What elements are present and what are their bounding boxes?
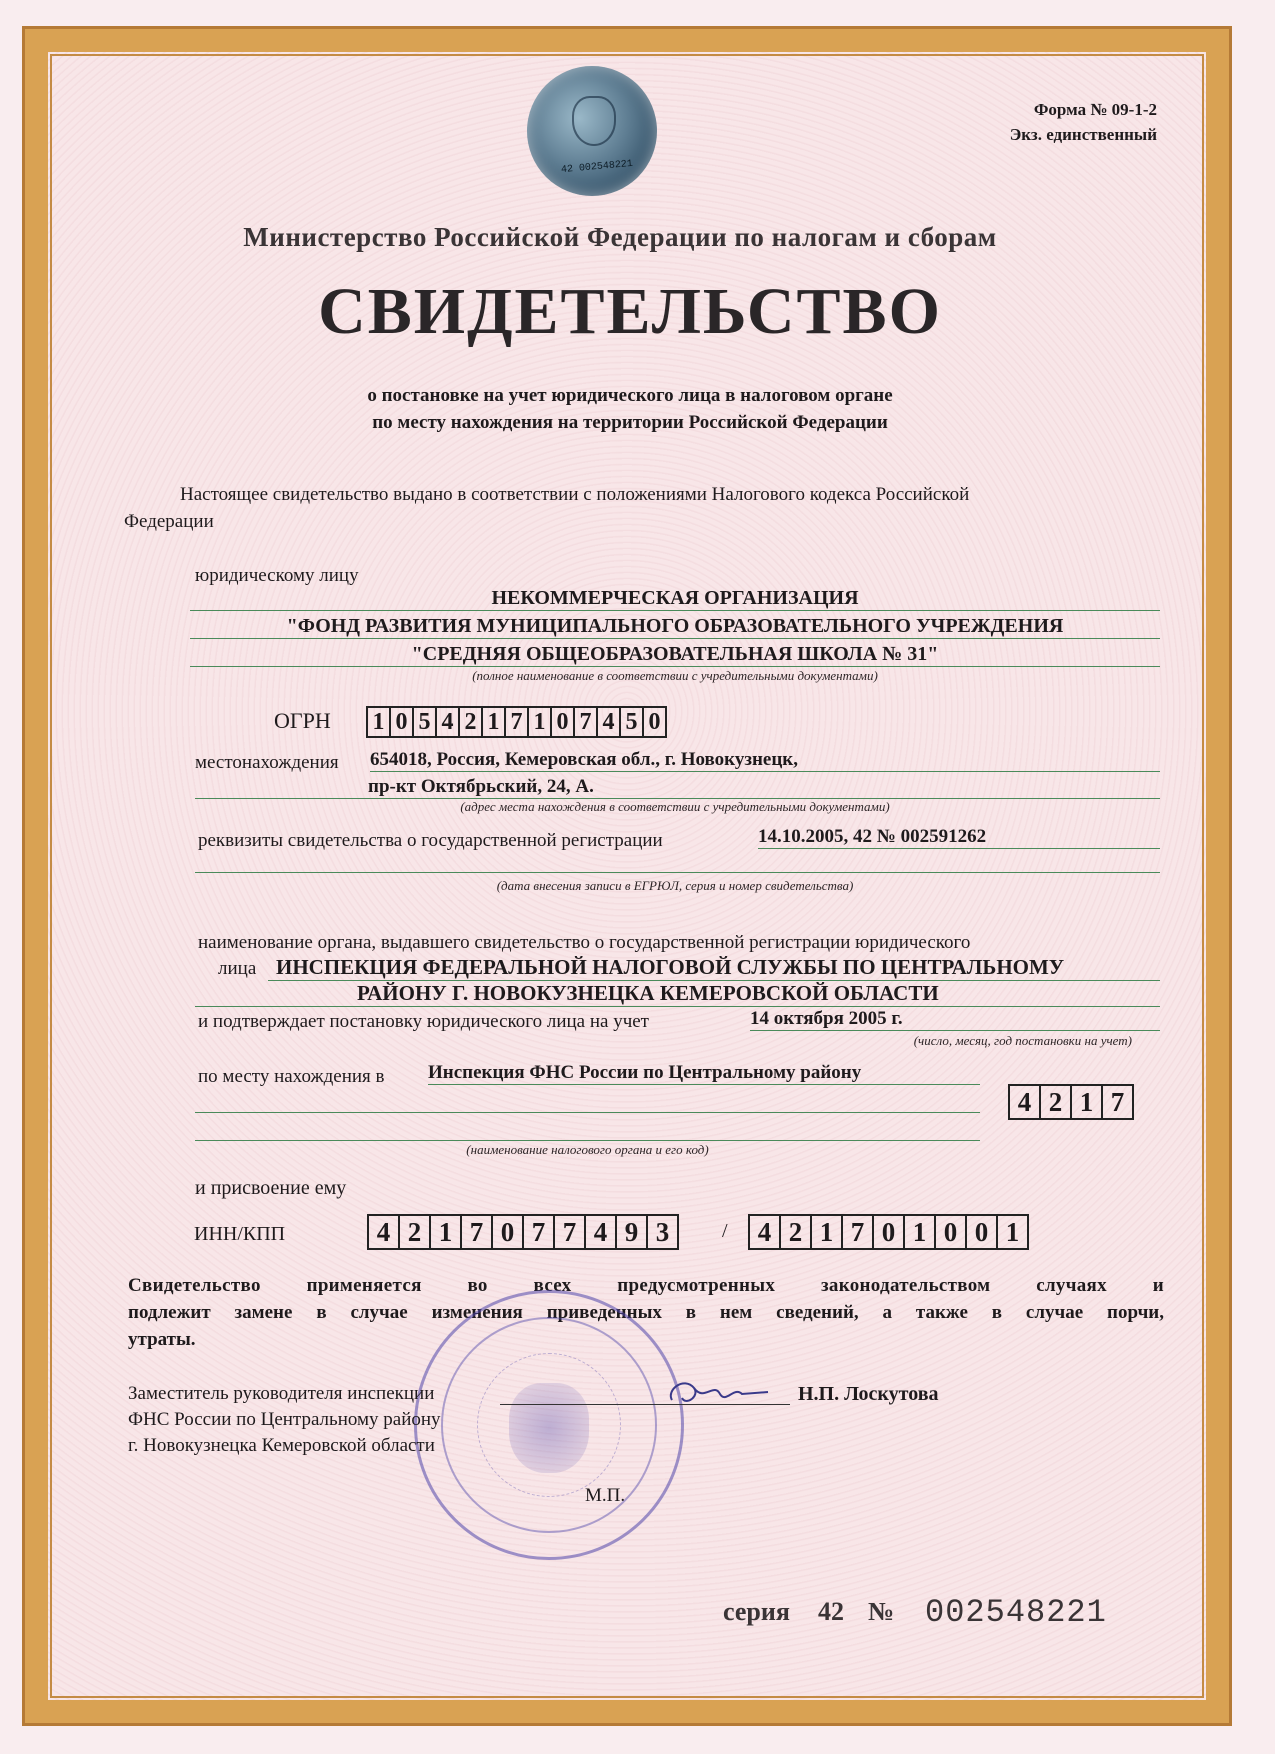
inn-digit-4: 0	[493, 1214, 524, 1250]
assign-label: и присвоение ему	[195, 1177, 347, 1199]
kpp-digit-0: 4	[748, 1214, 781, 1250]
location-label: местонахождения	[195, 752, 339, 773]
inn-kpp-label: ИНН/КПП	[194, 1223, 286, 1245]
registration-label: реквизиты свидетельства о государственной регистрации	[198, 830, 663, 851]
kpp-digit-2: 1	[812, 1214, 843, 1250]
intro-line1: Настоящее свидетельство выдано в соответствии с положениями Налогового кодекса Российской	[180, 484, 970, 505]
hologram-sticker	[527, 66, 657, 196]
inn-digit-0: 4	[367, 1214, 400, 1250]
ogrn-digit-6: 7	[506, 706, 529, 738]
issuer-label-line2: лица	[218, 958, 257, 979]
tax-office-caption: (наименование налогового органа и его код)	[466, 1142, 709, 1157]
ogrn-digit-1: 0	[391, 706, 414, 738]
stamp-place-label: М.П.	[585, 1485, 626, 1506]
intro-line2: Федерации	[124, 511, 214, 532]
location-line2: пр-кт Октябрьский, 24, А.	[195, 776, 1160, 799]
tax-office-code-digit-0: 4	[1008, 1084, 1041, 1120]
entity-caption: (полное наименование в соответствии с учредительными документами)	[472, 668, 878, 683]
ogrn-digit-9: 7	[575, 706, 598, 738]
page-title: СВИДЕТЕЛЬСТВО	[318, 275, 942, 348]
inn-digit-6: 7	[555, 1214, 586, 1250]
location-line1: 654018, Россия, Кемеровская обл., г. Новокузнецк,	[370, 749, 1160, 772]
tax-office-code-digit-3: 7	[1103, 1084, 1134, 1120]
tax-office-label: по месту нахождения в	[198, 1066, 385, 1087]
location-caption: (адрес места нахождения в соответствии с учредительными документами)	[460, 799, 890, 814]
entity-name-line3: "СРЕДНЯЯ ОБЩЕОБРАЗОВАТЕЛЬНАЯ ШКОЛА № 31"	[190, 643, 1160, 667]
signatory-position-line1: Заместитель руководителя инспекции	[128, 1383, 435, 1404]
ogrn-digit-3: 4	[437, 706, 460, 738]
ogrn-digit-2: 5	[414, 706, 437, 738]
entity-name-line1: НЕКОММЕРЧЕСКАЯ ОРГАНИЗАЦИЯ	[190, 587, 1160, 611]
number-sign: №	[868, 1597, 895, 1626]
kpp-digit-3: 7	[843, 1214, 874, 1250]
tax-office-code-boxes	[1008, 1084, 1134, 1120]
ogrn-digit-8: 0	[552, 706, 575, 738]
kpp-digit-1: 2	[781, 1214, 812, 1250]
confirm-caption: (число, месяц, год постановки на учет)	[913, 1033, 1132, 1048]
inn-kpp-separator: /	[722, 1220, 728, 1242]
inn-digit-3: 7	[462, 1214, 493, 1250]
series-value: 42	[818, 1597, 844, 1626]
subtitle-line1: о постановке на учет юридического лица в налоговом органе	[367, 385, 893, 406]
inn-digit-2: 1	[431, 1214, 462, 1250]
signatory-position-line2: ФНС России по Центральному району	[128, 1409, 441, 1430]
ogrn-digit-boxes	[366, 706, 667, 738]
kpp-digit-8: 1	[998, 1214, 1029, 1250]
ogrn-digit-10: 4	[598, 706, 621, 738]
kpp-digit-4: 0	[874, 1214, 905, 1250]
subtitle-line2: по месту нахождения на территории Российской Федерации	[372, 412, 888, 433]
eagle-icon	[509, 1383, 589, 1473]
issuer-value-line2: РАЙОНУ Г. НОВОКУЗНЕЦКА КЕМЕРОВСКОЙ ОБЛАСТИ	[195, 981, 1160, 1007]
emblem-icon	[572, 96, 616, 146]
ogrn-digit-0: 1	[366, 706, 391, 738]
kpp-digit-6: 0	[936, 1214, 967, 1250]
ogrn-digit-11: 5	[621, 706, 644, 738]
confirm-date: 14 октября 2005 г.	[750, 1008, 1160, 1031]
ogrn-digit-7: 1	[529, 706, 552, 738]
form-number: Форма № 09-1-2	[1033, 100, 1157, 119]
confirm-label: и подтверждает постановку юридического лица на учет	[198, 1011, 649, 1032]
tax-office-value: Инспекция ФНС России по Центральному району	[428, 1062, 980, 1085]
registration-value: 14.10.2005, 42 № 002591262	[758, 826, 1160, 849]
notice-line1: Свидетельство применяется во всех предусмотренных законодательством случаях и	[128, 1275, 1164, 1296]
kpp-digit-7: 0	[967, 1214, 998, 1250]
issuer-label-line1: наименование органа, выдавшего свидетельство о государственной регистрации юридического	[198, 932, 971, 953]
series-number: 002548221	[925, 1594, 1107, 1631]
ogrn-label: ОГРН	[274, 708, 331, 733]
inn-digit-boxes	[367, 1214, 679, 1250]
tax-office-code-digit-1: 2	[1041, 1084, 1072, 1120]
inn-digit-5: 7	[524, 1214, 555, 1250]
tax-office-rule1	[195, 1112, 980, 1113]
hologram-number: 42 002548221	[560, 158, 634, 177]
official-seal	[414, 1290, 684, 1560]
entity-label: юридическому лицу	[195, 565, 359, 586]
issuer-value-line1: ИНСПЕКЦИЯ ФЕДЕРАЛЬНОЙ НАЛОГОВОЙ СЛУЖБЫ ПО ЦЕНТРАЛЬНОМУ	[268, 955, 1160, 981]
copy-note: Экз. единственный	[1009, 125, 1157, 144]
signatory-name: Н.П. Лоскутова	[798, 1383, 939, 1405]
notice-line2: подлежит замене в случае изменения приведенных в нем сведений, а также в случае порчи,	[128, 1302, 1164, 1323]
inn-digit-7: 4	[586, 1214, 617, 1250]
registration-caption: (дата внесения записи в ЕГРЮЛ, серия и номер свидетельства)	[496, 878, 854, 893]
ogrn-digit-5: 1	[483, 706, 506, 738]
series-label: серия	[723, 1597, 790, 1626]
registration-rule	[195, 872, 1160, 873]
ogrn-digit-4: 2	[460, 706, 483, 738]
entity-name-line2: "ФОНД РАЗВИТИЯ МУНИЦИПАЛЬНОГО ОБРАЗОВАТЕЛЬНОГО УЧРЕЖДЕНИЯ	[190, 615, 1160, 639]
tax-office-code-digit-2: 1	[1072, 1084, 1103, 1120]
inn-digit-8: 9	[617, 1214, 648, 1250]
kpp-digit-5: 1	[905, 1214, 936, 1250]
signature	[664, 1372, 774, 1412]
kpp-digit-boxes	[748, 1214, 1029, 1250]
signatory-position-line3: г. Новокузнецка Кемеровской области	[128, 1435, 435, 1456]
ministry-heading: Министерство Российской Федерации по налогам и сборам	[243, 222, 997, 252]
notice-line3: утраты.	[128, 1329, 196, 1350]
inn-digit-1: 2	[400, 1214, 431, 1250]
inn-digit-9: 3	[648, 1214, 679, 1250]
tax-office-rule2	[195, 1140, 980, 1141]
ogrn-digit-12: 0	[644, 706, 667, 738]
